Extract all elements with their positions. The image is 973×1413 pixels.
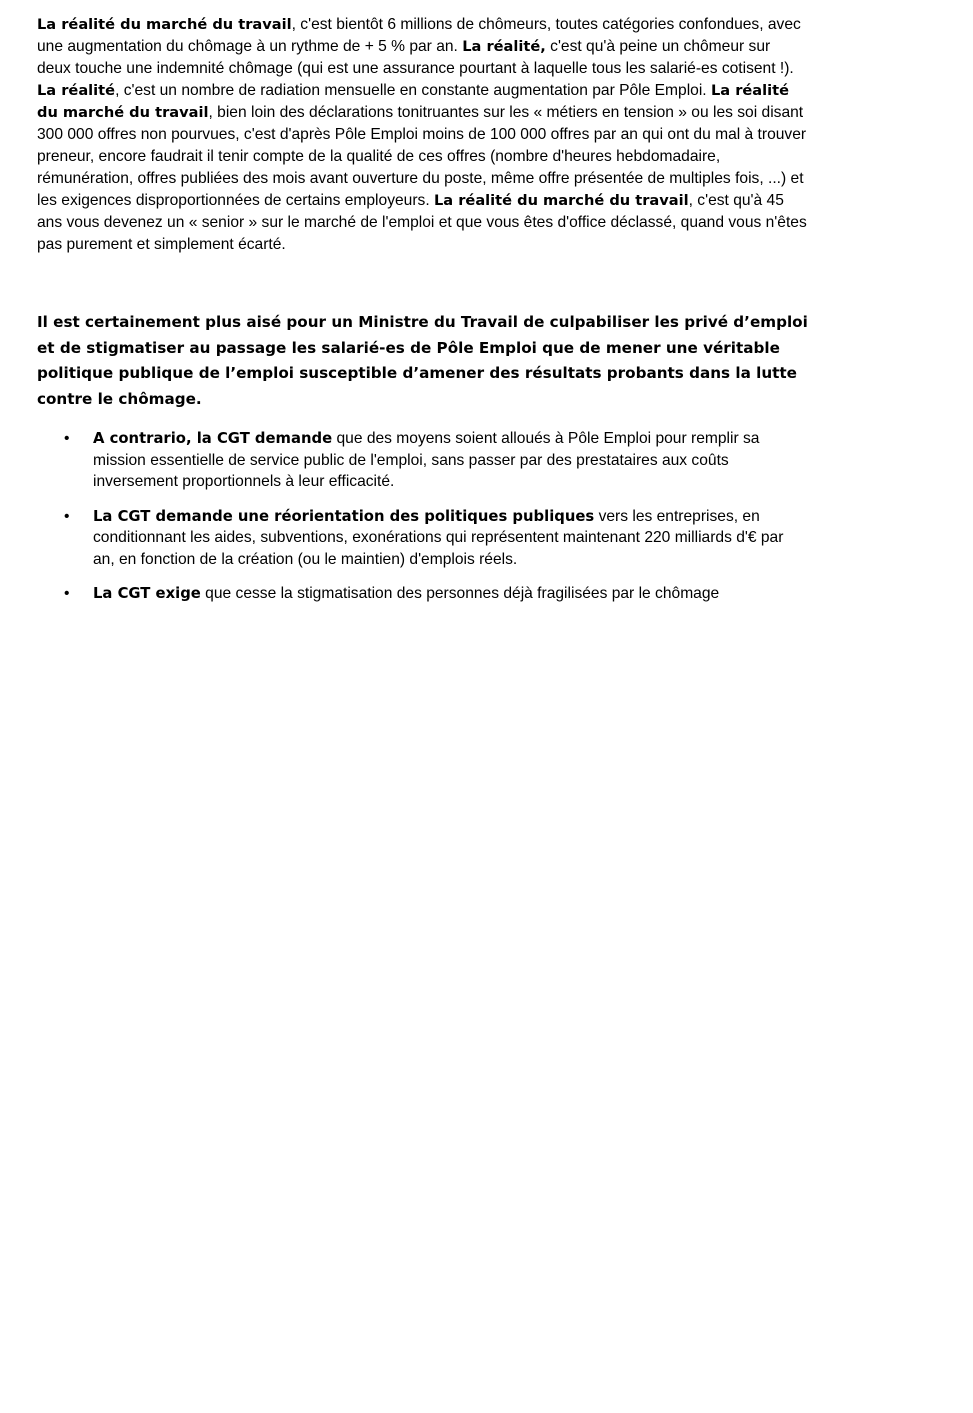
paragraph-text: , bien loin des déclarations tonitruantes sur les « métiers en tension » ou les soi disant 300 000 offres non pourvues, c'est d'après Pôle Emploi moins de 100 000 offres par an qui ont du mal à trouver preneur, encore faudrait il tenir compte de la qualité de ces offres (nombre d'heures hebdomadaire, rémunération, offres publiées des mois avant ouverture du poste, même offre présentée de multiples fois, ...) et les exigences disproportionnées de certains employeurs. <box>37 104 807 209</box>
list-item <box>37 583 807 605</box>
intro-paragraph <box>37 14 807 256</box>
demand-text: vers les entreprises, en conditionnant les aides, subventions, exonérations qui représentent maintenant 220 milliards d'€ par an, en fonction de la création (ou le maintien) d'emplois réels. <box>93 507 784 568</box>
paragraph-text: , c'est qu'à 45 ans vous devenez un « senior » sur le marché de l'emploi et que vous êtes d'office déclassé, quand vous n'êtes pas purement et simplement écarté. <box>37 192 807 253</box>
demand-text: que des moyens soient alloués à Pôle Emploi pour remplir sa mission essentielle de service public de l'emploi, sans passer par des prestataires aux coûts inversement proportionnels à leur efficacité. <box>93 430 760 491</box>
paragraph-text: , c'est bientôt 6 millions de chômeurs, toutes catégories confondues, avec une augmentation du chômage à un rythme de + 5 % par an. <box>37 16 801 55</box>
demand-text: que cesse la stigmatisation des personnes déjà fragilisées par le chômage <box>200 585 720 603</box>
emphasis-realite: La réalité <box>37 82 116 99</box>
bullet-icon: • <box>64 430 70 448</box>
bullet-icon: • <box>64 507 70 525</box>
emphasis-realite-marche: La réalité du marché du travail <box>37 82 790 121</box>
bullet-icon: • <box>64 585 70 603</box>
emphasis-realite: La réalité, <box>462 38 546 55</box>
demand-emphasis: La CGT demande une réorientation des politiques publiques <box>93 507 595 525</box>
emphasis-realite-marche: La réalité du marché du travail <box>37 16 292 33</box>
paragraph-text: c'est qu'à peine un chômeur sur deux touche une indemnité chômage (qui est une assurance pourtant à laquelle tous les salarié-es cotisent !). <box>37 38 794 77</box>
list-item <box>37 428 807 493</box>
document-page <box>37 14 807 618</box>
paragraph-text: , c'est un nombre de radiation mensuelle en constante augmentation par Pôle Emploi. <box>115 82 711 99</box>
demand-emphasis: La CGT exige <box>93 585 201 603</box>
demand-emphasis: A contrario, la CGT demande <box>93 430 333 448</box>
list-item <box>37 506 807 571</box>
demands-list <box>37 428 807 605</box>
lead-statement: Il est certainement plus aisé pour un Ministre du Travail de culpabiliser les privé d’emploi et de stigmatiser au passage les salarié-es de Pôle Emploi que de mener une véritable politique publique de l’emploi susceptible d’amener des résultats probants dans la lutte contre le chômage. <box>37 313 808 408</box>
emphasis-realite-marche: La réalité du marché du travail <box>434 192 689 209</box>
